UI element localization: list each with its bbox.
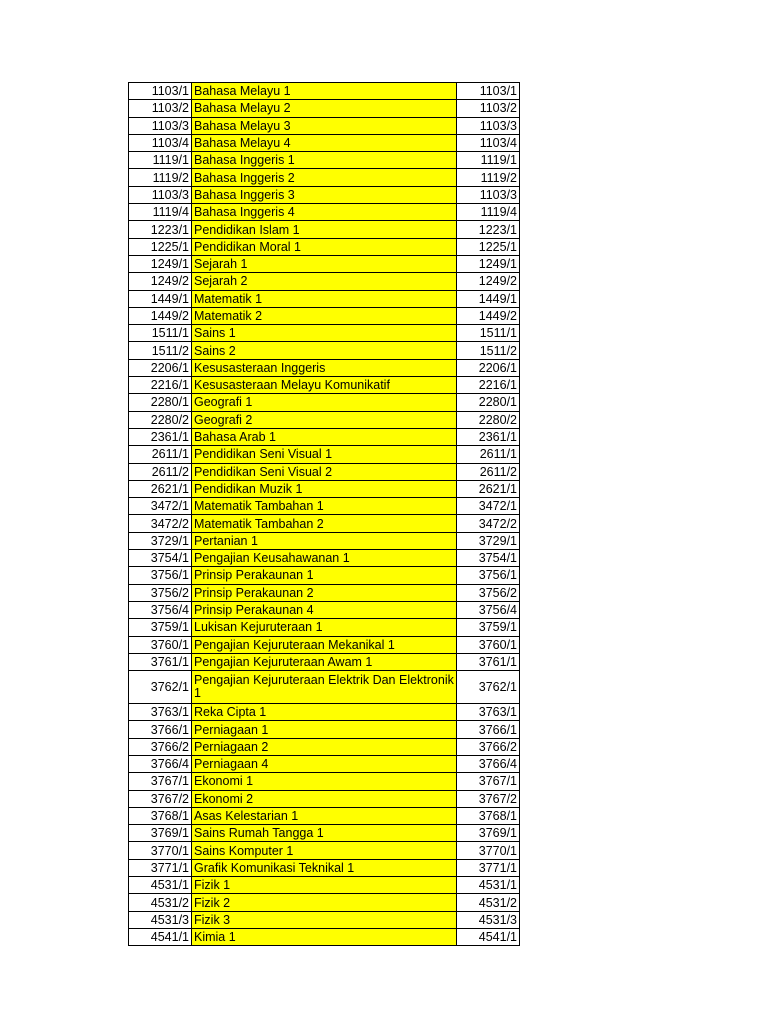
table-row (129, 359, 520, 376)
table-row (129, 773, 520, 790)
paper-code-cell: 3766/4 (129, 755, 192, 772)
table-row (129, 204, 520, 221)
table-row (129, 169, 520, 186)
table-row (129, 480, 520, 497)
table-row (129, 704, 520, 721)
paper-code-cell: 1119/2 (129, 169, 192, 186)
subject-name-cell: Perniagaan 1 (192, 721, 457, 738)
table-row (129, 100, 520, 117)
paper-code-repeat-cell: 3762/1 (457, 671, 520, 704)
paper-code-cell: 4531/2 (129, 894, 192, 911)
paper-code-cell: 3472/2 (129, 515, 192, 532)
paper-code-repeat-cell: 1511/2 (457, 342, 520, 359)
paper-code-cell: 1511/1 (129, 325, 192, 342)
paper-code-cell: 3472/1 (129, 498, 192, 515)
subject-name-cell: Bahasa Melayu 2 (192, 100, 457, 117)
subject-name-cell: Ekonomi 2 (192, 790, 457, 807)
paper-code-repeat-cell: 1119/2 (457, 169, 520, 186)
paper-code-repeat-cell: 3766/4 (457, 755, 520, 772)
paper-code-cell: 1449/2 (129, 307, 192, 324)
subject-name-cell: Matematik Tambahan 1 (192, 498, 457, 515)
table-row (129, 342, 520, 359)
paper-code-cell: 3767/1 (129, 773, 192, 790)
paper-code-repeat-cell: 3472/1 (457, 498, 520, 515)
paper-code-cell: 1103/1 (129, 83, 192, 100)
paper-code-repeat-cell: 3768/1 (457, 807, 520, 824)
paper-code-repeat-cell: 3472/2 (457, 515, 520, 532)
subject-name-cell: Lukisan Kejuruteraan 1 (192, 619, 457, 636)
table-row (129, 394, 520, 411)
paper-code-cell: 3759/1 (129, 619, 192, 636)
table-row (129, 653, 520, 670)
paper-code-cell: 2280/1 (129, 394, 192, 411)
paper-code-cell: 3762/1 (129, 671, 192, 704)
paper-code-cell: 2206/1 (129, 359, 192, 376)
paper-code-cell: 2611/1 (129, 446, 192, 463)
subject-name-cell: Bahasa Arab 1 (192, 428, 457, 445)
paper-code-repeat-cell: 3729/1 (457, 532, 520, 549)
subject-name-cell: Bahasa Inggeris 2 (192, 169, 457, 186)
paper-code-repeat-cell: 3767/1 (457, 773, 520, 790)
subject-name-cell: Pengajian Kejuruteraan Mekanikal 1 (192, 636, 457, 653)
subject-name-cell: Fizik 2 (192, 894, 457, 911)
table-row (129, 238, 520, 255)
subject-name-cell: Sains Rumah Tangga 1 (192, 825, 457, 842)
paper-code-repeat-cell: 1511/1 (457, 325, 520, 342)
paper-code-repeat-cell: 1449/2 (457, 307, 520, 324)
table-row (129, 290, 520, 307)
paper-code-cell: 3771/1 (129, 859, 192, 876)
table-row (129, 83, 520, 100)
paper-code-cell: 1249/1 (129, 255, 192, 272)
paper-code-cell: 3768/1 (129, 807, 192, 824)
table-row (129, 152, 520, 169)
subject-name-cell: Pengajian Keusahawanan 1 (192, 550, 457, 567)
table-row (129, 636, 520, 653)
paper-code-repeat-cell: 3756/2 (457, 584, 520, 601)
table-row (129, 498, 520, 515)
paper-code-repeat-cell: 3761/1 (457, 653, 520, 670)
subject-name-cell: Ekonomi 1 (192, 773, 457, 790)
paper-code-cell: 1225/1 (129, 238, 192, 255)
subject-name-cell: Pengajian Kejuruteraan Awam 1 (192, 653, 457, 670)
subject-name-cell: Sejarah 1 (192, 255, 457, 272)
table-row (129, 911, 520, 928)
paper-code-repeat-cell: 1249/1 (457, 255, 520, 272)
table-row (129, 894, 520, 911)
paper-code-cell: 3756/1 (129, 567, 192, 584)
subject-name-cell: Matematik 2 (192, 307, 457, 324)
table-row (129, 117, 520, 134)
paper-code-cell: 3754/1 (129, 550, 192, 567)
paper-code-repeat-cell: 3771/1 (457, 859, 520, 876)
subject-name-cell: Geografi 2 (192, 411, 457, 428)
table-row (129, 928, 520, 945)
paper-code-cell: 4541/1 (129, 928, 192, 945)
subject-name-cell: Sains 1 (192, 325, 457, 342)
table-row (129, 790, 520, 807)
table-row (129, 550, 520, 567)
paper-code-repeat-cell: 1449/1 (457, 290, 520, 307)
paper-code-cell: 2611/2 (129, 463, 192, 480)
subject-name-cell: Pendidikan Seni Visual 2 (192, 463, 457, 480)
paper-code-repeat-cell: 3769/1 (457, 825, 520, 842)
table-row (129, 463, 520, 480)
paper-code-repeat-cell: 3767/2 (457, 790, 520, 807)
table-row (129, 134, 520, 151)
subject-name-cell: Pendidikan Moral 1 (192, 238, 457, 255)
paper-code-repeat-cell: 3754/1 (457, 550, 520, 567)
table-row (129, 601, 520, 618)
table-row (129, 446, 520, 463)
paper-code-cell: 1103/3 (129, 186, 192, 203)
table-row (129, 325, 520, 342)
paper-code-cell: 2216/1 (129, 377, 192, 394)
paper-code-cell: 3769/1 (129, 825, 192, 842)
subject-name-cell: Perniagaan 2 (192, 738, 457, 755)
subject-name-cell: Reka Cipta 1 (192, 704, 457, 721)
subject-name-cell: Pendidikan Muzik 1 (192, 480, 457, 497)
table-row (129, 186, 520, 203)
table-row (129, 671, 520, 704)
subject-name-cell: Prinsip Perakaunan 1 (192, 567, 457, 584)
subject-name-cell: Kimia 1 (192, 928, 457, 945)
paper-code-cell: 3763/1 (129, 704, 192, 721)
paper-code-cell: 1249/2 (129, 273, 192, 290)
paper-code-repeat-cell: 3766/2 (457, 738, 520, 755)
subject-name-cell: Bahasa Inggeris 4 (192, 204, 457, 221)
paper-code-repeat-cell: 2280/1 (457, 394, 520, 411)
paper-code-cell: 3760/1 (129, 636, 192, 653)
table-row (129, 515, 520, 532)
table-row (129, 738, 520, 755)
subject-code-table-body (129, 83, 520, 946)
subject-code-table (128, 82, 520, 946)
paper-code-repeat-cell: 1103/2 (457, 100, 520, 117)
paper-code-repeat-cell: 2280/2 (457, 411, 520, 428)
paper-code-cell: 4531/1 (129, 877, 192, 894)
subject-name-cell: Kesusasteraan Inggeris (192, 359, 457, 376)
subject-name-cell: Grafik Komunikasi Teknikal 1 (192, 859, 457, 876)
table-row (129, 584, 520, 601)
paper-code-cell: 4531/3 (129, 911, 192, 928)
table-row (129, 721, 520, 738)
paper-code-repeat-cell: 3756/1 (457, 567, 520, 584)
paper-code-cell: 1103/4 (129, 134, 192, 151)
table-row (129, 428, 520, 445)
paper-code-repeat-cell: 2621/1 (457, 480, 520, 497)
subject-name-cell: Pengajian Kejuruteraan Elektrik Dan Elektronik 1 (192, 671, 457, 704)
table-row (129, 532, 520, 549)
subject-name-cell: Sains 2 (192, 342, 457, 359)
table-row (129, 877, 520, 894)
table-row (129, 221, 520, 238)
paper-code-cell: 1103/3 (129, 117, 192, 134)
table-row (129, 411, 520, 428)
paper-code-repeat-cell: 3760/1 (457, 636, 520, 653)
paper-code-repeat-cell: 4541/1 (457, 928, 520, 945)
subject-name-cell: Asas Kelestarian 1 (192, 807, 457, 824)
paper-code-repeat-cell: 2361/1 (457, 428, 520, 445)
paper-code-cell: 3766/1 (129, 721, 192, 738)
subject-name-cell: Matematik 1 (192, 290, 457, 307)
paper-code-repeat-cell: 2611/2 (457, 463, 520, 480)
subject-name-cell: Kesusasteraan Melayu Komunikatif (192, 377, 457, 394)
paper-code-repeat-cell: 1119/1 (457, 152, 520, 169)
paper-code-cell: 1511/2 (129, 342, 192, 359)
paper-code-cell: 1449/1 (129, 290, 192, 307)
subject-name-cell: Prinsip Perakaunan 2 (192, 584, 457, 601)
paper-code-repeat-cell: 1103/4 (457, 134, 520, 151)
paper-code-cell: 3770/1 (129, 842, 192, 859)
subject-name-cell: Bahasa Melayu 3 (192, 117, 457, 134)
table-row (129, 567, 520, 584)
table-row (129, 255, 520, 272)
paper-code-cell: 3761/1 (129, 653, 192, 670)
paper-code-repeat-cell: 2216/1 (457, 377, 520, 394)
paper-code-repeat-cell: 1103/1 (457, 83, 520, 100)
paper-code-repeat-cell: 2206/1 (457, 359, 520, 376)
paper-code-cell: 2280/2 (129, 411, 192, 428)
subject-name-cell: Sains Komputer 1 (192, 842, 457, 859)
paper-code-repeat-cell: 3770/1 (457, 842, 520, 859)
paper-code-repeat-cell: 4531/2 (457, 894, 520, 911)
paper-code-cell: 3766/2 (129, 738, 192, 755)
paper-code-repeat-cell: 1103/3 (457, 117, 520, 134)
paper-code-cell: 1223/1 (129, 221, 192, 238)
paper-code-cell: 1119/1 (129, 152, 192, 169)
paper-code-repeat-cell: 3766/1 (457, 721, 520, 738)
paper-code-cell: 2361/1 (129, 428, 192, 445)
paper-code-cell: 3729/1 (129, 532, 192, 549)
paper-code-cell: 3767/2 (129, 790, 192, 807)
table-row (129, 619, 520, 636)
table-row (129, 859, 520, 876)
paper-code-repeat-cell: 3759/1 (457, 619, 520, 636)
subject-name-cell: Prinsip Perakaunan 4 (192, 601, 457, 618)
paper-code-cell: 3756/2 (129, 584, 192, 601)
subject-name-cell: Bahasa Melayu 4 (192, 134, 457, 151)
paper-code-repeat-cell: 1225/1 (457, 238, 520, 255)
subject-name-cell: Matematik Tambahan 2 (192, 515, 457, 532)
paper-code-repeat-cell: 2611/1 (457, 446, 520, 463)
paper-code-repeat-cell: 3763/1 (457, 704, 520, 721)
subject-name-cell: Fizik 1 (192, 877, 457, 894)
table-row (129, 755, 520, 772)
table-row (129, 825, 520, 842)
subject-name-cell: Fizik 3 (192, 911, 457, 928)
subject-name-cell: Bahasa Melayu 1 (192, 83, 457, 100)
subject-name-cell: Sejarah 2 (192, 273, 457, 290)
paper-code-repeat-cell: 4531/3 (457, 911, 520, 928)
subject-name-cell: Geografi 1 (192, 394, 457, 411)
table-row (129, 807, 520, 824)
table-row (129, 377, 520, 394)
subject-name-cell: Pertanian 1 (192, 532, 457, 549)
table-row (129, 307, 520, 324)
subject-name-cell: Perniagaan 4 (192, 755, 457, 772)
paper-code-repeat-cell: 3756/4 (457, 601, 520, 618)
paper-code-cell: 3756/4 (129, 601, 192, 618)
paper-code-cell: 1103/2 (129, 100, 192, 117)
table-row (129, 842, 520, 859)
table-row (129, 273, 520, 290)
subject-name-cell: Bahasa Inggeris 3 (192, 186, 457, 203)
paper-code-repeat-cell: 1249/2 (457, 273, 520, 290)
subject-name-cell: Bahasa Inggeris 1 (192, 152, 457, 169)
paper-code-repeat-cell: 1223/1 (457, 221, 520, 238)
paper-code-repeat-cell: 1103/3 (457, 186, 520, 203)
subject-name-cell: Pendidikan Islam 1 (192, 221, 457, 238)
paper-code-repeat-cell: 1119/4 (457, 204, 520, 221)
paper-code-cell: 1119/4 (129, 204, 192, 221)
paper-code-repeat-cell: 4531/1 (457, 877, 520, 894)
paper-code-cell: 2621/1 (129, 480, 192, 497)
subject-name-cell: Pendidikan Seni Visual 1 (192, 446, 457, 463)
